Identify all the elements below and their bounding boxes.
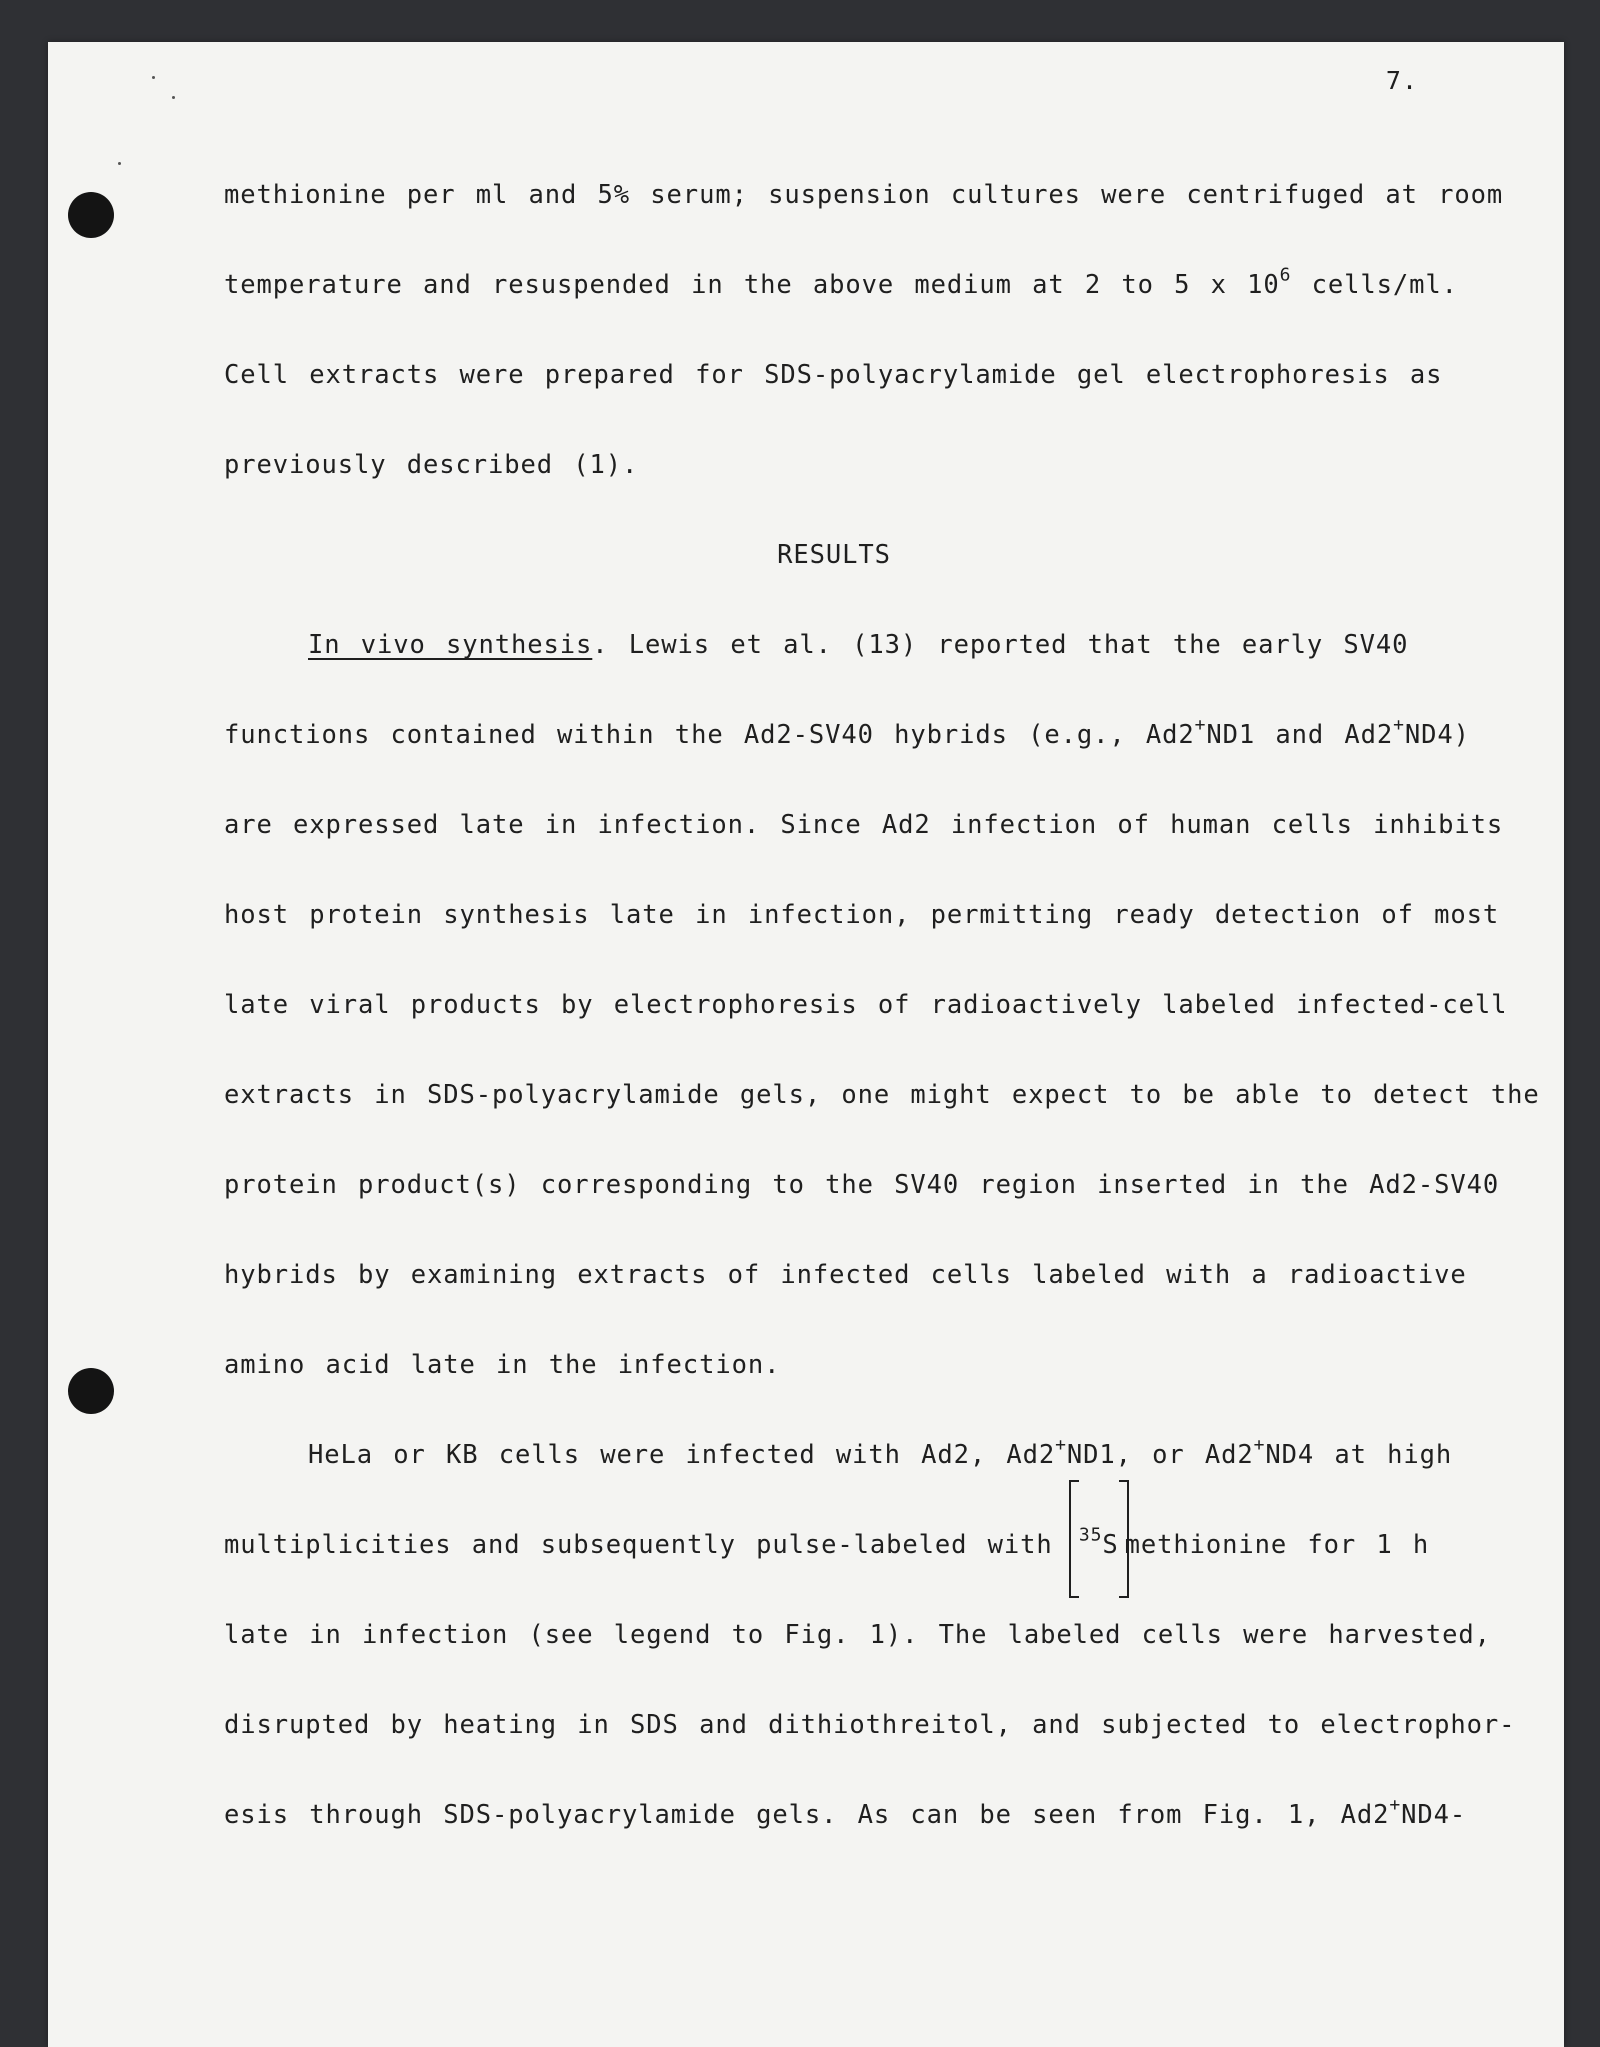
page-number: 7. xyxy=(1385,66,1418,95)
text-line: functions contained within the Ad2-SV40 hybrids (e.g., Ad2+ND1 and Ad2+ND4) xyxy=(224,714,1470,750)
text-line: extracts in SDS-polyacrylamide gels, one might expect to be able to detect the xyxy=(224,1080,1540,1110)
body-text xyxy=(224,150,1540,1860)
text-line: late in infection (see legend to Fig. 1). The labeled cells were harvested, xyxy=(224,1620,1491,1650)
text-line: hybrids by examining extracts of infected cells labeled with a radioactive xyxy=(224,1260,1467,1290)
text-line: methionine per ml and 5% serum; suspension cultures were centrifuged at room xyxy=(224,180,1504,210)
section-heading: RESULTS xyxy=(777,540,891,570)
punch-hole-top xyxy=(68,192,114,238)
text-line: late viral products by electrophoresis of radioactively labeled infected-cell xyxy=(224,990,1508,1020)
text-line: multiplicities and subsequently pulse-labeled with $^{35}$S methionine for 1 h xyxy=(224,1500,1460,1590)
paper-speck xyxy=(152,76,155,79)
text-line: Cell extracts were prepared for SDS-polyacrylamide gel electrophoresis as xyxy=(224,360,1443,390)
isotope-label: $^{35}$S xyxy=(1073,1500,1125,1590)
text-line: HeLa or KB cells were infected with Ad2, Ad2+ND1, or Ad2+ND4 at high xyxy=(308,1434,1453,1470)
text-line: temperature and resuspended in the above medium at 2 to 5 x $10^6$ cells/ml. xyxy=(224,264,1458,300)
punch-hole-bottom xyxy=(68,1368,114,1414)
text-line: host protein synthesis late in infection, permitting ready detection of most xyxy=(224,900,1500,930)
text-line: previously described (1). xyxy=(224,450,639,480)
paper-speck xyxy=(172,96,175,99)
paper-speck xyxy=(118,162,121,165)
document-page xyxy=(48,42,1564,2047)
text-line: amino acid late in the infection. xyxy=(224,1350,781,1380)
text-line: esis through SDS-polyacrylamide gels. As can be seen from Fig. 1, Ad2+ND4- xyxy=(224,1794,1467,1830)
text-line: protein product(s) corresponding to the SV40 region inserted in the Ad2-SV40 xyxy=(224,1170,1500,1200)
text-line: disrupted by heating in SDS and dithiothreitol, and subjected to electrophor- xyxy=(224,1710,1516,1740)
text-line: In vivo synthesis. Lewis et al. (13) reported that the early SV40 xyxy=(308,630,1409,660)
text-line: are expressed late in infection. Since Ad2 infection of human cells inhibits xyxy=(224,810,1504,840)
run-in-title: In vivo synthesis xyxy=(308,630,593,660)
